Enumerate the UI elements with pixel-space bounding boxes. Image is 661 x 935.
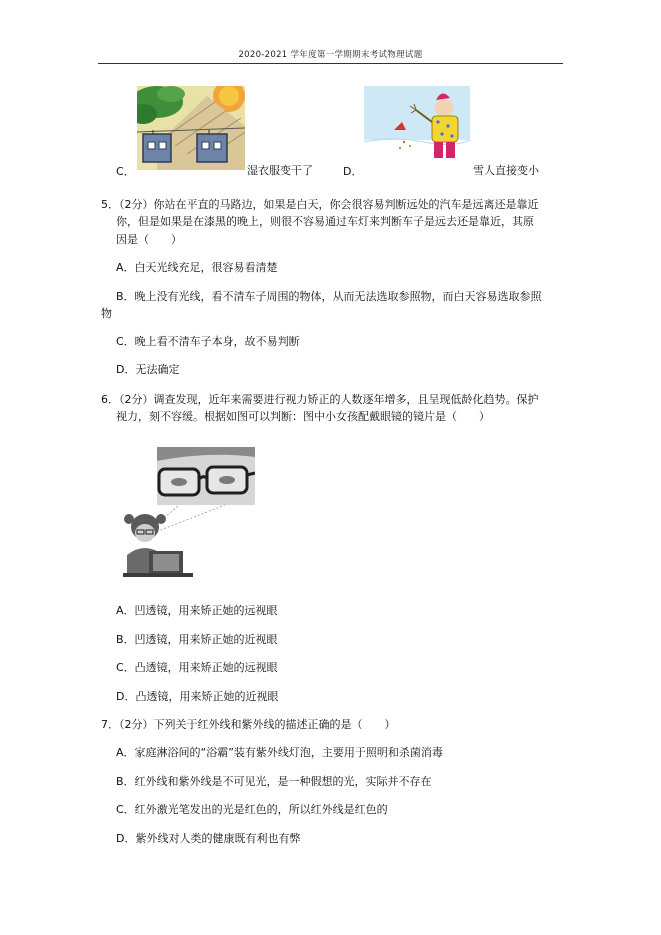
q7-option-c: C．红外激光笔发出的光是红色的，所以红外线是红色的 <box>116 803 388 816</box>
q5-stem-line-2: 你，但是如果是在漆黑的晚上，则很不容易通过车灯来判断车子是远去还是靠近，其原 <box>116 215 534 228</box>
q7-option-a: A．家庭淋浴间的“浴霸”装有紫外线灯泡，主要用于照明和杀菌消毒 <box>116 746 443 759</box>
page-header-title: 2020-2021 学年度第一学期期末考试物理试题 <box>238 50 423 60</box>
q5-stem-line-1: 5．（2分）你站在平直的马路边，如果是白天，你会很容易判断远处的汽车是远离还是靠近 <box>101 198 539 211</box>
q7-option-b: B．红外线和紫外线是不可见光，是一种假想的光，实际并不存在 <box>116 775 432 788</box>
drying-clothes-illustration <box>137 86 245 170</box>
snowman-illustration <box>364 86 470 166</box>
q6-option-d: D．凸透镜，用来矫正她的近视眼 <box>116 690 279 703</box>
q4-option-c-caption: 湿衣服变干了 <box>247 164 313 177</box>
q6-option-b: B．凹透镜，用来矫正她的近视眼 <box>116 633 278 646</box>
q5-option-d: D．无法确定 <box>116 363 180 376</box>
q5-option-b-line-2: 物 <box>101 307 112 320</box>
q6-stem-line-1: 6．（2分）调查发现，近年来需要进行视力矫正的人数逐年增多，且呈现低龄化趋势。保护 <box>101 393 539 406</box>
q5-option-a: A．白天光线充足，很容易看清楚 <box>116 261 278 274</box>
girl-with-glasses-illustration <box>119 447 255 577</box>
q6-option-a: A．凹透镜，用来矫正她的远视眼 <box>116 604 278 617</box>
q6-option-c: C．凸透镜，用来矫正她的远视眼 <box>116 661 278 674</box>
q7-option-d: D．紫外线对人类的健康既有利也有弊 <box>116 832 301 845</box>
q4-option-c-letter: C． <box>116 165 135 178</box>
q4-option-d-caption: 雪人直接变小 <box>473 164 539 177</box>
q7-stem-line-1: 7．（2分）下列关于红外线和紫外线的描述正确的是（ ） <box>101 718 396 731</box>
q5-stem-line-3: 因是（ ） <box>116 233 182 246</box>
header-rule <box>98 63 563 64</box>
q5-option-b-line-1: B．晚上没有光线，看不清车子周围的物体，从而无法选取参照物，而白天容易选取参照 <box>116 290 542 303</box>
q5-option-c: C．晚上看不清车子本身，故不易判断 <box>116 335 300 348</box>
q6-stem-line-2: 视力，刻不容缓。根据如图可以判断：图中小女孩配戴眼镜的镜片是（ ） <box>116 410 490 423</box>
q4-option-d-letter: D． <box>343 165 363 178</box>
